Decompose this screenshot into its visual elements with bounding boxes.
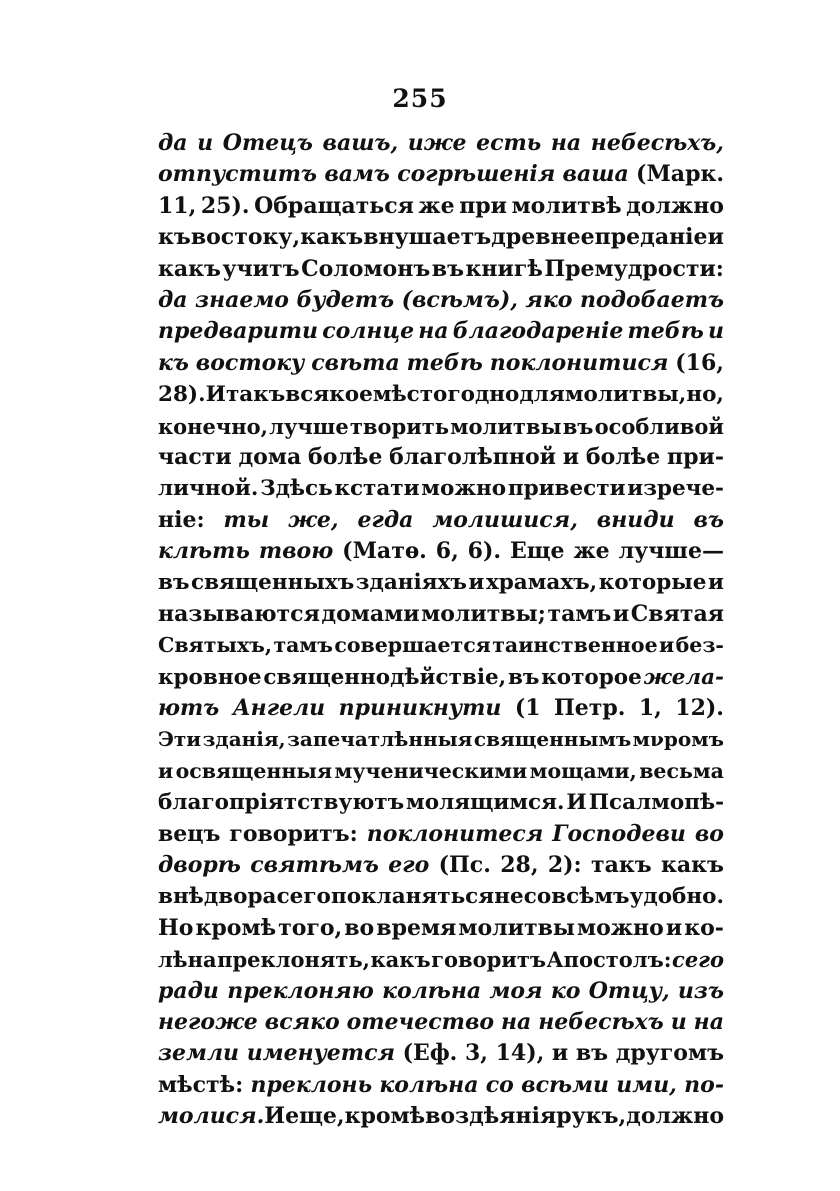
word: во xyxy=(344,914,375,941)
italic-word: ради xyxy=(158,977,219,1004)
text-line xyxy=(158,1038,724,1069)
text-line xyxy=(158,254,724,285)
italic-word: святѣмъ xyxy=(250,851,379,878)
italic-word: вамъ xyxy=(324,161,390,188)
word: (Еф. xyxy=(402,1040,458,1067)
word: говоритъ: xyxy=(229,820,358,847)
word: Еще xyxy=(509,538,565,565)
italic-word: поклонитеся xyxy=(366,820,544,847)
word: воздѣянія xyxy=(425,1103,557,1130)
text-line xyxy=(158,599,724,630)
word: и xyxy=(468,570,485,596)
text-line xyxy=(158,913,724,944)
italic-word: небесѣхъ, xyxy=(590,130,724,156)
word: время xyxy=(376,914,457,941)
text-line xyxy=(158,442,724,473)
word: дома xyxy=(238,443,302,470)
italic-word: же, xyxy=(288,506,339,533)
italic-word: Отцу, xyxy=(588,977,670,1004)
word: совершается xyxy=(334,633,491,658)
word: молитвѣ xyxy=(511,192,622,219)
word: и xyxy=(158,758,174,783)
italic-word: въ xyxy=(693,506,724,533)
text-line xyxy=(158,1070,724,1101)
text-line xyxy=(158,316,724,347)
text-line xyxy=(158,505,724,536)
word: такъ xyxy=(591,851,652,878)
italic-word: клѣть xyxy=(158,538,250,565)
italic-word: ваша xyxy=(562,161,629,188)
word: востоку, xyxy=(190,224,301,251)
italic-word: будетъ xyxy=(296,286,395,313)
word: тамъ xyxy=(273,633,333,658)
italic-word: преклонь xyxy=(250,1071,373,1098)
word: кровное xyxy=(158,664,262,690)
word: Святыхъ, xyxy=(158,633,273,658)
italic-word: яко xyxy=(525,286,573,313)
italic-word: ты xyxy=(223,506,270,533)
italic-word: Отецъ xyxy=(222,130,313,156)
word: какъ xyxy=(158,255,221,282)
word: священныхъ xyxy=(191,570,355,596)
word: другомъ xyxy=(615,1040,724,1067)
word: 1, xyxy=(638,695,662,722)
word: мѣстѣ: xyxy=(158,1071,244,1098)
word: должно xyxy=(626,192,724,219)
text-line xyxy=(158,693,724,724)
word: мѣсто xyxy=(372,382,448,408)
italic-word: на xyxy=(418,318,449,345)
word: которые xyxy=(598,570,707,596)
word: того, xyxy=(278,914,343,941)
word: 12). xyxy=(675,695,724,722)
word: освященныя xyxy=(175,758,333,783)
word: и xyxy=(612,600,630,627)
text-line xyxy=(158,159,724,190)
text-line xyxy=(158,787,724,818)
text-line xyxy=(158,662,724,693)
italic-word: вашъ, xyxy=(322,130,399,156)
italic-word: знаемо xyxy=(195,286,289,313)
word: мощами, xyxy=(529,758,637,783)
word: И xyxy=(264,1103,286,1130)
word: къ xyxy=(158,224,191,251)
word: кромѣ xyxy=(195,914,277,941)
word: домами xyxy=(321,600,420,627)
word: таинственное xyxy=(492,633,658,658)
text-line xyxy=(158,724,724,755)
word: же xyxy=(418,192,455,219)
word: Соломонъ xyxy=(301,255,431,282)
word: Но xyxy=(158,914,194,941)
word: но, xyxy=(686,382,724,408)
word: еще, xyxy=(285,1103,345,1130)
italic-word: есть xyxy=(476,130,542,156)
text-line xyxy=(158,976,724,1007)
italic-word: и xyxy=(707,318,724,345)
word: запечатлѣнныя xyxy=(287,727,473,752)
word: Апостолъ: xyxy=(546,947,672,973)
italic-word: всѣми xyxy=(521,1071,609,1098)
word: 6, xyxy=(435,538,459,565)
word: кромѣ xyxy=(344,1103,426,1130)
word: молитвы; xyxy=(421,600,546,627)
text-line xyxy=(158,285,724,316)
word: и xyxy=(659,633,675,658)
text-line xyxy=(158,850,724,881)
italic-word: на xyxy=(501,1008,532,1035)
italic-word: и xyxy=(670,1008,687,1035)
word: тамъ xyxy=(547,600,612,627)
word: 11, xyxy=(158,192,197,219)
italic-word: во xyxy=(694,820,724,847)
italic-word: отпуститъ xyxy=(158,161,318,188)
word: благопріятствуютъ xyxy=(158,790,405,816)
word: при- xyxy=(667,443,724,470)
text-line xyxy=(158,222,724,253)
italic-word: поклонитися xyxy=(489,349,669,376)
word: молитвы xyxy=(450,413,562,439)
italic-word: отечество xyxy=(346,1008,495,1035)
italic-word: предварити xyxy=(158,318,319,345)
italic-word: Ангели xyxy=(232,695,326,722)
word: же xyxy=(573,538,610,565)
word: священнодѣйствіе, xyxy=(263,664,507,690)
word: и xyxy=(708,570,724,596)
word: двора xyxy=(203,884,277,910)
word: книгѣ xyxy=(465,255,543,282)
italic-word: востоку xyxy=(195,349,305,376)
word: ніе: xyxy=(158,506,205,533)
word: можно xyxy=(577,914,664,941)
word: Здѣсь xyxy=(260,476,333,502)
word: и xyxy=(707,224,724,251)
word: Петр. xyxy=(553,695,626,722)
word: молитвы, xyxy=(564,382,687,408)
word: и xyxy=(551,1040,569,1067)
word: (Марк. xyxy=(636,161,724,188)
word: и xyxy=(562,443,580,470)
word: мνромъ xyxy=(632,727,724,752)
word: учитъ xyxy=(222,255,300,282)
word: Псалмопѣ- xyxy=(588,790,724,816)
word: преданіе xyxy=(594,224,708,251)
word: древнее xyxy=(491,224,595,251)
word: Итакъ xyxy=(205,382,286,408)
word: 25). xyxy=(200,192,250,219)
italic-word: молишися, xyxy=(432,506,578,533)
text-line xyxy=(158,1101,724,1132)
word: мученическими xyxy=(334,758,528,783)
word: лучше xyxy=(269,413,349,439)
text-line xyxy=(158,756,724,787)
word: Святая xyxy=(630,600,724,627)
italic-word: всяко xyxy=(264,1008,340,1035)
text-line xyxy=(158,567,724,598)
word: Обращаться xyxy=(254,192,414,219)
word: въ xyxy=(158,570,190,596)
italic-word: ими, xyxy=(616,1071,677,1098)
text-line xyxy=(158,411,724,442)
italic-word: изъ xyxy=(677,977,724,1004)
word: въ xyxy=(575,1040,609,1067)
text-line xyxy=(158,1007,724,1038)
word: лѣна xyxy=(158,947,217,973)
text-line xyxy=(158,128,724,159)
word: ко- xyxy=(684,914,724,941)
word: лучше— xyxy=(618,538,724,565)
italic-word: небесѣхъ xyxy=(538,1008,664,1035)
word: благолѣпной xyxy=(389,443,556,470)
italic-word: ко xyxy=(550,977,581,1004)
italic-word: колѣна xyxy=(382,977,482,1004)
word: совсѣмъ xyxy=(523,884,630,910)
italic-word: иже xyxy=(407,130,467,156)
word: какъ xyxy=(370,947,431,973)
word: 6). xyxy=(467,538,502,565)
word: годно xyxy=(447,382,520,408)
word: при xyxy=(459,192,507,219)
word: зданіяхъ xyxy=(355,570,467,596)
word: 14), xyxy=(495,1040,545,1067)
word: въ xyxy=(431,255,464,282)
italic-word: по- xyxy=(684,1071,724,1098)
word: без- xyxy=(675,633,724,658)
word: болѣе xyxy=(585,443,661,470)
word: 28, xyxy=(500,851,539,878)
italic-word: негоже xyxy=(158,1008,258,1035)
word: болѣе xyxy=(308,443,383,470)
word: 2): xyxy=(547,851,582,878)
word: 3, xyxy=(464,1040,488,1067)
italic-word: дворѣ xyxy=(158,851,241,878)
word: и xyxy=(665,914,683,941)
italic-word: сего xyxy=(672,947,724,973)
italic-word: подобаетъ xyxy=(579,286,724,313)
word: говоритъ xyxy=(431,947,546,973)
word: (Матѳ. xyxy=(342,538,427,565)
word: внушаетъ xyxy=(363,224,492,251)
word: Эти xyxy=(158,727,202,752)
word: рукъ, xyxy=(556,1103,627,1130)
word: въ xyxy=(507,664,540,690)
italic-word: да xyxy=(158,130,188,156)
italic-word: на xyxy=(693,1008,724,1035)
word: которое xyxy=(541,664,642,690)
word: конечно, xyxy=(158,413,268,439)
italic-word: его xyxy=(388,851,430,878)
italic-word: приникнути xyxy=(338,695,502,722)
italic-word: колѣна xyxy=(379,1071,479,1098)
word: внѣ xyxy=(158,884,204,910)
word: зданія, xyxy=(202,727,286,752)
italic-word: свѣта xyxy=(311,349,400,376)
word: не xyxy=(494,884,524,910)
text-line xyxy=(158,536,724,567)
word: творить xyxy=(349,413,450,439)
italic-word: на xyxy=(550,130,582,156)
word: (1 xyxy=(514,695,541,722)
word: изрече- xyxy=(627,476,724,502)
word: называются xyxy=(158,600,320,627)
word: Премудрости: xyxy=(544,255,724,282)
italic-word: тебѣ xyxy=(406,349,483,376)
word: преклонять, xyxy=(217,947,370,973)
italic-word: да xyxy=(158,286,188,313)
text-line xyxy=(158,630,724,661)
word: (Пс. xyxy=(438,851,491,878)
italic-word: вниди xyxy=(596,506,675,533)
italic-word: со xyxy=(485,1071,514,1098)
page-number: 255 xyxy=(392,84,448,113)
word: для xyxy=(519,382,565,408)
word: весьма xyxy=(639,758,724,783)
body-text xyxy=(158,128,724,1133)
word: особливой xyxy=(594,413,724,439)
word: въ xyxy=(562,413,594,439)
word: удобно. xyxy=(629,884,724,910)
text-line xyxy=(158,348,724,379)
italic-word: моя xyxy=(489,977,543,1004)
italic-word: ютъ xyxy=(158,695,220,722)
italic-word: (всѣмъ), xyxy=(401,286,518,313)
word: молящимся. xyxy=(406,790,565,816)
text-line xyxy=(158,191,724,222)
word: кстати xyxy=(334,476,420,502)
word: можно xyxy=(421,476,507,502)
italic-word: тебѣ xyxy=(627,318,704,345)
word: части xyxy=(158,443,232,470)
word: сего xyxy=(276,884,331,910)
word: привести xyxy=(507,476,626,502)
word: священнымъ xyxy=(473,727,632,752)
italic-word: согрѣшенія xyxy=(397,161,556,188)
text-line xyxy=(158,881,724,912)
word: личной. xyxy=(158,476,259,502)
word: какъ xyxy=(300,224,364,251)
italic-word: къ xyxy=(158,349,189,376)
italic-word: и xyxy=(197,130,214,156)
text-line xyxy=(158,944,724,975)
word: должно xyxy=(626,1103,724,1130)
word: И xyxy=(566,790,587,816)
italic-word: молися. xyxy=(158,1103,265,1130)
italic-word: твою xyxy=(258,538,334,565)
word: покланяться xyxy=(330,884,495,910)
word: всякое xyxy=(285,382,373,408)
italic-word: жела- xyxy=(643,664,724,690)
word: храмахъ, xyxy=(485,570,598,596)
word: какъ xyxy=(661,851,724,878)
text-line xyxy=(158,473,724,504)
word: молитвы xyxy=(458,914,575,941)
italic-word: солнце xyxy=(322,318,415,345)
word: 28). xyxy=(158,382,206,408)
italic-word: благодареніе xyxy=(452,318,624,345)
word: (16, xyxy=(675,349,724,376)
italic-word: именуется xyxy=(246,1040,395,1067)
text-line xyxy=(158,379,724,410)
italic-word: земли xyxy=(158,1040,240,1067)
text-line xyxy=(158,819,724,850)
italic-word: Господеви xyxy=(552,820,686,847)
italic-word: преклоняю xyxy=(227,977,374,1004)
word: вецъ xyxy=(158,820,221,847)
italic-word: егда xyxy=(357,506,414,533)
